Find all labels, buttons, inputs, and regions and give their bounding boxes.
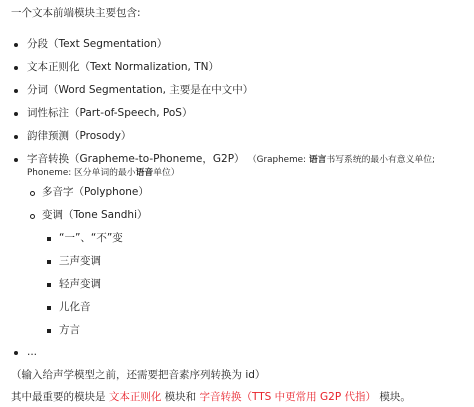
g2p-note-1b: 语言 <box>308 155 327 165</box>
summary-highlight-g2p: 字音转换（TTS 中更常用 G2P 代指） <box>199 391 377 403</box>
bullet-dot <box>14 43 18 47</box>
g2p-note-2a: Phoneme: 区分单词的最小 <box>27 168 136 178</box>
bullet-circle <box>30 214 35 219</box>
list-item-pos: 词性标注（Part-of-Speech, PoS） <box>27 107 193 119</box>
list-item-segmentation: 分段（Text Segmentation） <box>27 38 168 50</box>
list-item-tone-sandhi: 变调（Tone Sandhi） <box>42 209 148 221</box>
g2p-note-2c: 单位） <box>153 168 180 178</box>
bullet-square <box>47 260 51 264</box>
bullet-square <box>47 306 51 310</box>
list-item-polyphone: 多音字（Polyphone） <box>42 186 149 198</box>
summary-highlight-tn: 文本正则化 <box>108 391 162 403</box>
summary-prefix: 其中最重要的模块是 <box>11 391 109 403</box>
bullet-dot <box>14 112 18 116</box>
g2p-note-1a: （Grapheme: <box>247 155 309 165</box>
list-item-sandhi-erhua: 儿化音 <box>59 301 91 313</box>
bullet-dot <box>14 135 18 139</box>
summary-mid: 模块和 <box>161 391 200 403</box>
bullet-square <box>47 329 51 333</box>
summary-suffix: 模块。 <box>376 391 411 403</box>
bullet-circle <box>30 191 35 196</box>
summary-paragraph <box>11 390 411 404</box>
bullet-dot <box>14 89 18 93</box>
list-item-word-segmentation: 分词（Word Segmentation, 主要是在中文中） <box>27 84 254 96</box>
g2p-note-1c: 书写系统的最小有意义单位; <box>326 155 435 165</box>
list-item-g2p <box>27 152 435 167</box>
note-paragraph: （输入给声学模型之前，还需要把音素序列转换为 id） <box>11 369 266 381</box>
g2p-note-2b: 语音 <box>135 168 154 178</box>
g2p-note-line2 <box>27 166 180 180</box>
list-item-prosody: 韵律预测（Prosody） <box>27 130 132 142</box>
intro-text: 一个文本前端模块主要包含: <box>11 7 141 19</box>
list-item-sandhi-yi-bu: “一”、“不”变 <box>59 232 123 244</box>
list-item-sandhi-neutral: 轻声变调 <box>59 278 101 290</box>
list-item-sandhi-third-tone: 三声变调 <box>59 255 101 267</box>
g2p-note-line1 <box>248 155 435 165</box>
bullet-square <box>47 283 51 287</box>
bullet-dot <box>14 158 18 162</box>
list-item-text-normalization: 文本正则化（Text Normalization, TN） <box>27 61 219 73</box>
bullet-square <box>47 237 51 241</box>
bullet-dot <box>14 66 18 70</box>
list-item-ellipsis: ... <box>27 346 38 358</box>
g2p-label: 字音转换（Grapheme-to-Phoneme，G2P） <box>27 153 245 165</box>
bullet-dot <box>14 351 18 355</box>
list-item-sandhi-dialect: 方言 <box>59 324 80 336</box>
